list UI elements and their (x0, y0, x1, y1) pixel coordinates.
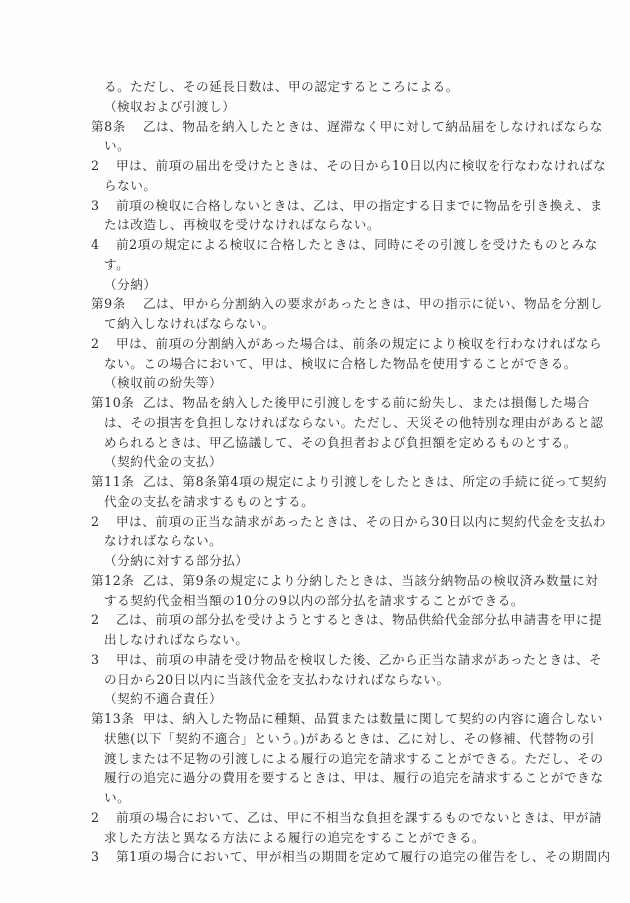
continuation-line: て納入しなければならない。 (104, 316, 275, 331)
continuation-line: 履行の追完に過分の費用を要するときは、甲は、履行の追完を請求することができな (104, 770, 604, 786)
continuation-line: る。ただし、その延長日数は、甲の認定するところによる。 (104, 79, 459, 94)
paragraph-text: 乙は、前項の部分払を受けようとするときは、物品供給代金部分払申請書を甲に提 (116, 612, 603, 628)
article-number: 第8条 (91, 118, 126, 134)
article-heading-line (91, 117, 604, 137)
continuation-line: 渡しまたは不足物の引渡しによる履行の追完を請求することができる。ただし、その (104, 750, 604, 766)
continuation-line: 代金の支払を請求するものとする。 (104, 493, 315, 509)
continuation-line: い。 (104, 790, 131, 805)
article-heading-line (91, 393, 590, 413)
article-text: 乙は、甲から分割納入の要求があったときは、甲の指示に従い、物品を分割し (143, 296, 603, 312)
continuation-line: められるときは、甲乙協議して、その負担者および負担額を定めるものとする。 (104, 434, 577, 450)
paragraph-text: 甲は、前項の届出を受けたときは、その日から10日以内に検収を行なわなければな (116, 158, 607, 173)
continuation-line: の日から20日以内に当該代金を支払わなければならない。 (104, 671, 450, 687)
article-heading-line (91, 294, 603, 314)
paragraph-text: 前項の検収に合格しないときは、乙は、甲の指定する日までに物品を引き換え、ま (116, 197, 604, 213)
paragraph-item-line (91, 610, 603, 630)
paragraph-text: 前2項の規定による検収に合格したときは、同時にその引渡しを受けたものとみな (116, 237, 598, 252)
article-text: 乙は、物品を納入した後甲に引渡しをする前に紛失し、または損傷した場合 (143, 395, 590, 410)
paragraph-item-line (91, 512, 607, 532)
paragraph-number: 2 (91, 809, 100, 825)
paragraph-number: 3 (91, 849, 100, 865)
paragraph-text: 前項の場合において、乙は、甲に不相当な負担を課するものでないときは、甲が請 (116, 809, 603, 825)
article-number: 第11条 (91, 474, 135, 489)
paragraph-item-line (91, 235, 598, 255)
article-heading-line (91, 709, 604, 729)
article-number: 第12条 (91, 572, 135, 588)
document-body (91, 77, 611, 867)
paragraph-item-line (91, 847, 611, 867)
continuation-line: 状態(以下「契約不適合」という。)があるときは、乙に対し、その修補、代替物の引 (104, 730, 595, 746)
continuation-line: 出しなければならない。 (104, 632, 249, 647)
article-caption: （検収前の紛失等） (104, 375, 223, 391)
paragraph-number: 4 (91, 237, 100, 252)
continuation-line: たは改造し、再検収を受けなければならない。 (104, 217, 381, 233)
article-caption: （分納） (104, 276, 157, 292)
paragraph-number: 2 (91, 612, 100, 628)
paragraph-text: 甲は、前項の分割納入があった場合は、前条の規定により検収を行わなければなら (116, 335, 603, 351)
article-text: 乙は、第9条の規定により分納したときは、当該分納物品の検収済み数量に対 (143, 572, 599, 588)
continuation-line: ない。この場合において、甲は、検収に合格した物品を使用することができる。 (104, 355, 577, 371)
paragraph-item-line (91, 156, 607, 176)
paragraph-text: 甲は、前項の正当な請求があったときは、その日から30日以内に契約代金を支払わ (116, 513, 607, 529)
paragraph-text: 第1項の場合において、甲が相当の期間を定めて履行の追完の催告をし、その期間内 (116, 849, 611, 865)
article-heading-line (91, 571, 599, 591)
article-caption: （検収および引渡し） (104, 98, 236, 114)
paragraph-item-line (91, 334, 603, 354)
continuation-line: 求した方法と異なる方法による履行の追完をすることができる。 (104, 829, 486, 845)
article-number: 第13条 (91, 711, 135, 726)
continuation-line: らない。 (104, 177, 157, 193)
paragraph-number: 2 (91, 158, 100, 173)
paragraph-item-line (91, 808, 603, 828)
article-text: 乙は、物品を納入したときは、遅滞なく甲に対して納品届をしなければならな (143, 118, 604, 134)
article-number: 第9条 (91, 296, 126, 312)
paragraph-number: 2 (91, 335, 100, 351)
article-number: 第10条 (91, 395, 135, 410)
article-caption: （契約不適合責任） (104, 691, 223, 707)
article-caption: （分納に対する部分払） (104, 553, 249, 568)
continuation-line: い。 (104, 138, 131, 154)
article-heading-line (91, 472, 608, 492)
article-text: 乙は、第8条第4項の規定により引渡しをしたときは、所定の手続に従って契約 (143, 474, 608, 489)
paragraph-number: 2 (91, 513, 100, 529)
article-caption: （契約代金の支払） (104, 454, 223, 470)
paragraph-number: 3 (91, 651, 100, 667)
paragraph-text: 甲は、前項の申請を受け物品を検収した後、乙から正当な請求があったときは、そ (116, 651, 603, 667)
paragraph-item-line (91, 650, 603, 670)
continuation-line: す。 (104, 256, 130, 272)
continuation-line: は、その損害を負担しなければならない。ただし、天災その他特別な理由があると認 (104, 414, 604, 430)
article-text: 甲は、納入した物品に種類、品質または数量に関して契約の内容に適合しない (143, 711, 604, 726)
paragraph-item-line (91, 196, 604, 216)
continuation-line: する契約代金相当額の10分の9以内の部分払を請求することができる。 (104, 592, 524, 608)
paragraph-number: 3 (91, 197, 100, 213)
continuation-line: なければならない。 (104, 533, 223, 549)
